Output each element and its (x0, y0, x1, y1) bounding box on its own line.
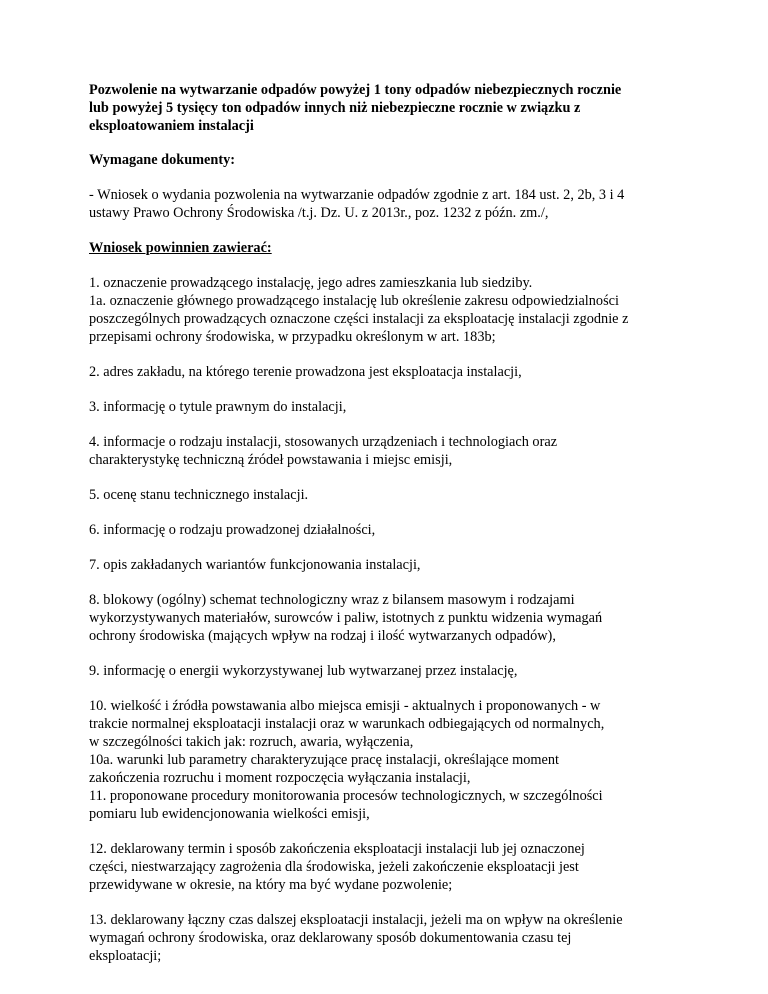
document-title (89, 81, 689, 135)
list-item-line: 8. blokowy (ogólny) schemat technologiczny wraz z bilansem masowym i rodzajami (89, 592, 575, 608)
list-item-line: charakterystykę techniczną źródeł powstawania i miejsc emisji, (89, 452, 453, 468)
list-item-line: 1a. oznaczenie głównego prowadzącego instalację lub określenie zakresu odpowiedzialności (89, 293, 619, 309)
list-item (89, 521, 689, 539)
list-item-line: zakończenia rozruchu i moment rozpoczęcia wyłączania instalacji, (89, 770, 471, 786)
list-item-line: w szczególności takich jak: rozruch, awaria, wyłączenia, (89, 734, 414, 750)
required-docs-paragraph (89, 186, 689, 222)
list-item (89, 840, 689, 894)
list-item-line: 3. informację o tytule prawnym do instalacji, (89, 399, 347, 415)
list-item-line: 10. wielkość i źródła powstawania albo miejsca emisji - aktualnych i proponowanych - w (89, 698, 601, 714)
list-item (89, 662, 689, 680)
list-item-line: poszczególnych prowadzących oznaczone części instalacji za eksploatację instalacji zgodnie z (89, 311, 629, 327)
list-item-line: przewidywane w okresie, na który ma być wydane pozwolenie; (89, 877, 453, 893)
list-item-line: trakcie normalnej eksploatacji instalacji oraz w warunkach odbiegających od normalnych, (89, 716, 605, 732)
list-item-line: 2. adres zakładu, na którego terenie prowadzona jest eksploatacja instalacji, (89, 364, 522, 380)
list-item-line: wykorzystywanych materiałów, surowców i paliw, istotnych z punktu widzenia wymagań (89, 610, 603, 626)
list-item (89, 486, 689, 504)
list-item-line: 13. deklarowany łączny czas dalszej eksploatacji instalacji, jeżeli ma on wpływ na określenie (89, 912, 623, 928)
list-item-line: eksploatacji; (89, 948, 162, 964)
list-item-line: 12. deklarowany termin i sposób zakończenia eksploatacji instalacji lub jej oznaczonej (89, 841, 585, 857)
document-page (89, 81, 689, 982)
list-item (89, 363, 689, 381)
list-item-line: pomiaru lub ewidencjonowania wielkości emisji, (89, 806, 370, 822)
title-line: lub powyżej 5 tysięcy ton odpadów innych niż niebezpieczne rocznie w związku z (89, 100, 581, 116)
title-line: eksploatowaniem instalacji (89, 118, 254, 134)
paragraph-line: ustawy Prawo Ochrony Środowiska /t.j. Dz. U. z 2013r., poz. 1232 z późn. zm./, (89, 205, 549, 221)
list-item-line: 6. informację o rodzaju prowadzonej działalności, (89, 522, 376, 538)
list-item-line: 11. proponowane procedury monitorowania procesów technologicznych, w szczególności (89, 788, 603, 804)
list-item-line: części, niestwarzający zagrożenia dla środowiska, jeżeli zakończenie eksploatacji jest (89, 859, 579, 875)
list-item-line: 10a. warunki lub parametry charakteryzujące pracę instalacji, określające moment (89, 752, 559, 768)
list-item-line: przepisami ochrony środowiska, w przypadku określonym w art. 183b; (89, 329, 496, 345)
list-item (89, 274, 689, 346)
list-item-line: 7. opis zakładanych wariantów funkcjonowania instalacji, (89, 557, 421, 573)
list-item-line: ochrony środowiska (mających wpływ na rodzaj i ilość wytwarzanych odpadów), (89, 628, 556, 644)
required-docs-heading: Wymagane dokumenty: (89, 152, 236, 168)
list-item-line: wymagań ochrony środowiska, oraz deklarowany sposób dokumentowania czasu tej (89, 930, 572, 946)
list-item-line: 5. ocenę stanu technicznego instalacji. (89, 487, 309, 503)
paragraph-line: - Wniosek o wydania pozwolenia na wytwarzanie odpadów zgodnie z art. 184 ust. 2, 2b, 3 i 4 (89, 187, 625, 203)
title-line: Pozwolenie na wytwarzanie odpadów powyżej 1 tony odpadów niebezpiecznych rocznie (89, 82, 622, 98)
list-item (89, 697, 689, 823)
list-item-line: 4. informacje o rodzaju instalacji, stosowanych urządzeniach i technologiach oraz (89, 434, 558, 450)
list-item (89, 556, 689, 574)
list-item (89, 911, 689, 965)
list-item (89, 591, 689, 645)
application-heading: Wniosek powinnien zawierać: (89, 240, 272, 256)
list-item (89, 433, 689, 469)
list-item-line: 1. oznaczenie prowadzącego instalację, jego adres zamieszkania lub siedziby. (89, 275, 533, 291)
list-item (89, 398, 689, 416)
list-item-line: 9. informację o energii wykorzystywanej lub wytwarzanej przez instalację, (89, 663, 518, 679)
